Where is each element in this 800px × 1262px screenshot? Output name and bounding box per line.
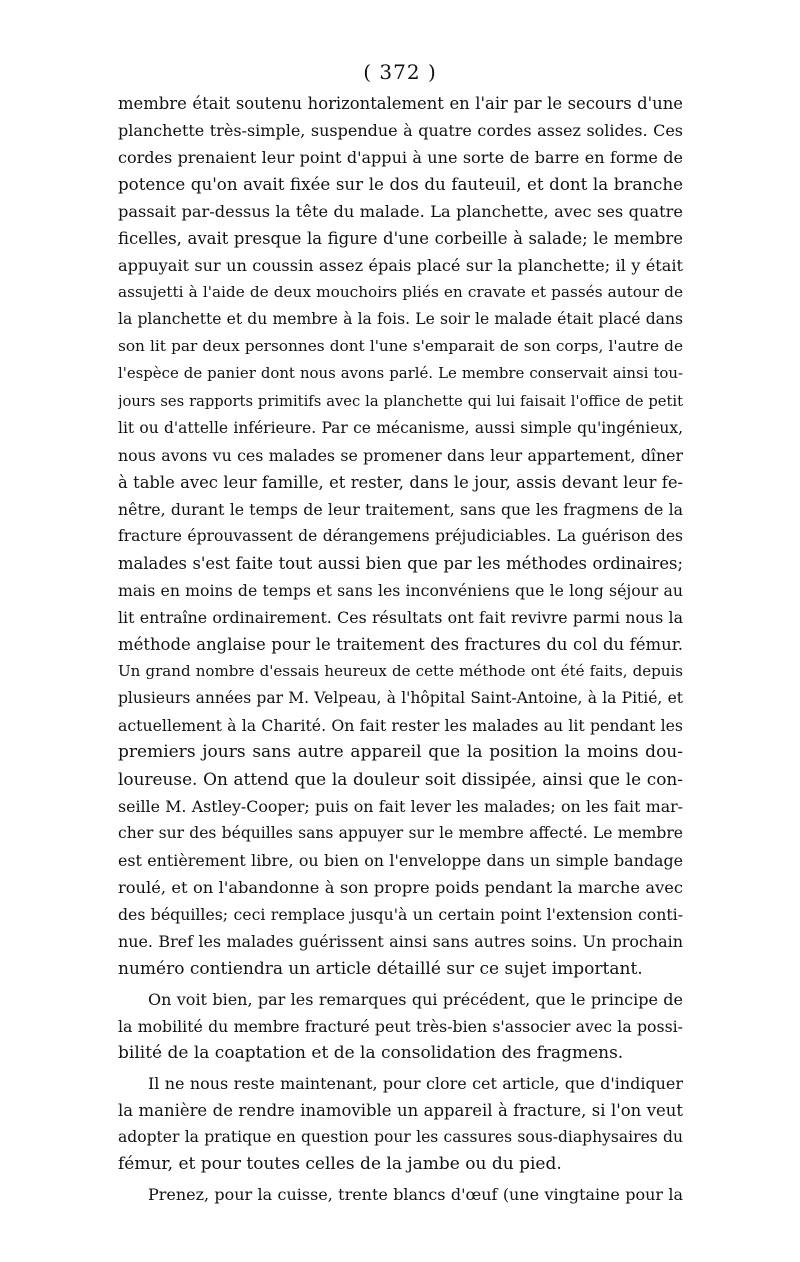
text-line: l'espèce de panier dont nous avons parlé. Le membre conservait ainsi tou-	[118, 364, 683, 383]
text-line: son lit par deux personnes dont l'une s'emparait de son corps, l'autre de	[118, 337, 683, 356]
text-line: Un grand nombre d'essais heureux de cette méthode ont été faits, depuis	[118, 661, 683, 680]
text-line: potence qu'on avait fixée sur le dos du fauteuil, et dont la branche	[118, 175, 683, 195]
text-line: assujetti à l'aide de deux mouchoirs pliés en cravate et passés autour de	[118, 283, 683, 302]
paragraph-2	[118, 986, 683, 1067]
paragraph-1	[118, 90, 683, 983]
text-line: méthode anglaise pour le traitement des fractures du col du fémur.	[118, 634, 683, 654]
text-line: nous avons vu ces malades se promener dans leur appartement, dîner	[118, 445, 683, 465]
text-line: la manière de rendre inamovible un appareil à fracture, si l'on veut	[118, 1100, 683, 1120]
text-line: passait par-dessus la tête du malade. La planchette, avec ses quatre	[118, 202, 683, 222]
text-line: planchette très-simple, suspendue à quatre cordes assez solides. Ces	[118, 121, 683, 141]
text-line: la planchette et du membre à la fois. Le soir le malade était placé dans	[118, 310, 683, 329]
text-line: membre était soutenu horizontalement en l'air par le secours d'une	[118, 94, 683, 113]
text-line: Prenez, pour la cuisse, trente blancs d'œuf (une vingtaine pour la	[148, 1184, 683, 1204]
text-line: plusieurs années par M. Velpeau, à l'hôpital Saint-Antoine, à la Pitié, et	[118, 689, 683, 708]
text-line: roulé, et on l'abandonne à son propre poids pendant la marche avec	[118, 878, 683, 898]
text-line: seille M. Astley-Cooper; puis on fait lever les malades; on les fait mar-	[118, 797, 683, 817]
text-line: appuyait sur un coussin assez épais placé sur la planchette; il y était	[118, 256, 683, 276]
body-text	[118, 90, 683, 1208]
text-line: cordes prenaient leur point d'appui à une sorte de barre en forme de	[118, 148, 683, 168]
text-line: adopter la pratique en question pour les cassures sous-diaphysaires du	[118, 1127, 683, 1146]
text-line: des béquilles; ceci remplace jusqu'à un certain point l'extension conti-	[118, 905, 683, 925]
text-line: est entièrement libre, ou bien on l'enveloppe dans un simple bandage	[118, 851, 683, 871]
text-line: lit ou d'attelle inférieure. Par ce mécanisme, aussi simple qu'ingénieux,	[118, 418, 683, 437]
text-line: Il ne nous reste maintenant, pour clore cet article, que d'indiquer	[148, 1073, 683, 1093]
text-line: la mobilité du membre fracturé peut très-bien s'associer avec la possi-	[118, 1016, 683, 1036]
paragraph-4	[118, 1181, 683, 1208]
text-line: On voit bien, par les remarques qui précédent, que le principe de	[148, 989, 683, 1009]
text-line: numéro contiendra un article détaillé sur ce sujet important.	[118, 958, 643, 979]
text-line: fémur, et pour toutes celles de la jambe ou du pied.	[118, 1153, 562, 1174]
text-line: loureuse. On attend que la douleur soit dissipée, ainsi que le con-	[118, 769, 683, 790]
text-line: ficelles, avait presque la figure d'une corbeille à salade; le membre	[118, 229, 683, 249]
text-line: nue. Bref les malades guérissent ainsi sans autres soins. Un prochain	[118, 932, 683, 952]
text-line: à table avec leur famille, et rester, dans le jour, assis devant leur fe-	[118, 472, 683, 492]
page-number: ( 372 )	[363, 60, 437, 84]
text-line: nêtre, durant le temps de leur traitement, sans que les fragmens de la	[118, 499, 683, 519]
text-line: cher sur des béquilles sans appuyer sur le membre affecté. Le membre	[118, 824, 683, 843]
text-line: jours ses rapports primitifs avec la planchette qui lui faisait l'office de petit	[118, 392, 683, 410]
text-line: fracture éprouvassent de dérangemens préjudiciables. La guérison des	[118, 526, 683, 545]
text-line: bilité de la coaptation et de la consolidation des fragmens.	[118, 1042, 624, 1063]
paragraph-3	[118, 1070, 683, 1178]
text-line: actuellement à la Charité. On fait rester les malades au lit pendant les	[118, 716, 683, 736]
text-line: premiers jours sans autre appareil que la position la moins dou-	[118, 742, 683, 763]
text-line: mais en moins de temps et sans les inconvéniens que le long séjour au	[118, 580, 683, 600]
text-line: lit entraîne ordinairement. Ces résultats ont fait revivre parmi nous la	[118, 607, 683, 627]
text-line: malades s'est faite tout aussi bien que par les méthodes ordinaires;	[118, 553, 683, 573]
